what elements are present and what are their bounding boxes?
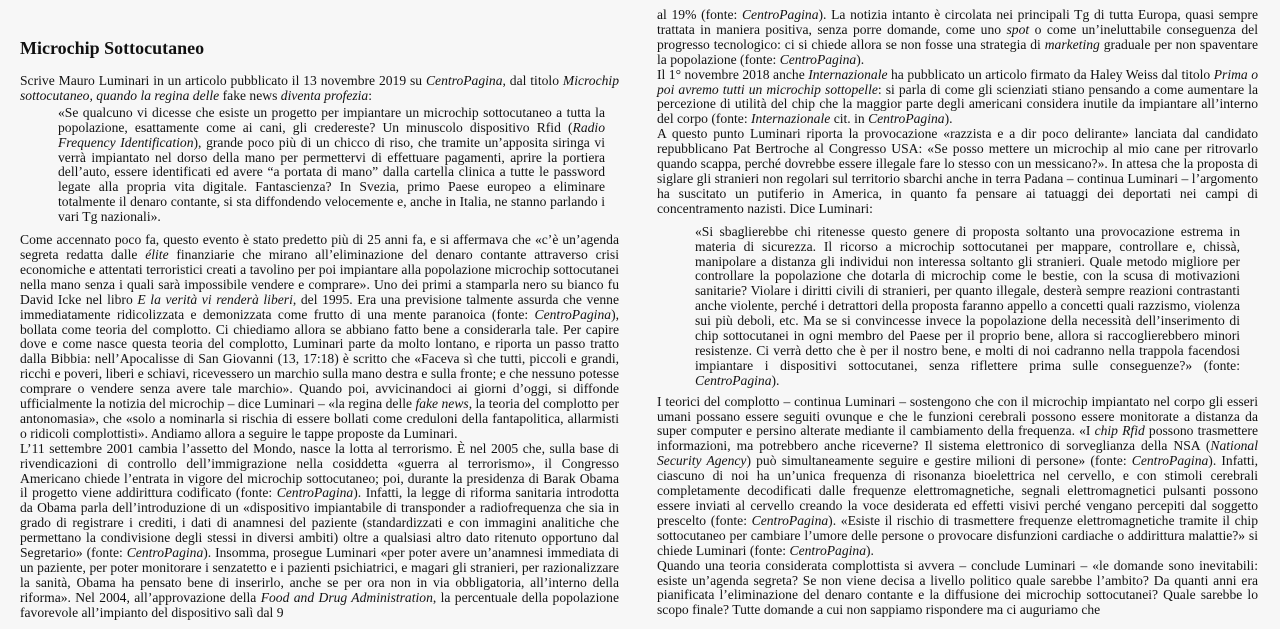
right-page xyxy=(657,8,1258,618)
block-quote: «Se qualcuno vi dicesse che esiste un progetto per impiantare un microchip sottocutaneo a tutta la popolazione, esattamente come ai cani, gli credereste? Un minuscolo dispositivo Rfid (Radio Frequency Identification), grande poco più di un chicco di riso, che tramite un’apposita siringa vi verrà impiantato nel dorso della mano per permettervi di effettuare pagamenti, aprire la portiera dell’auto, essere identificati ed avere “a portata di mano” dalla cartella clinica a tutte le password legate alla propria vita digitale. Fantascienza? In Svezia, primo Paese europeo a eliminare totalmente il denaro contante, si sta diffondendo velocemente e, anche in Italia, ne stanno parlando i vari Tg nazionali». xyxy=(58,104,605,225)
article-citation: Prima o poi avremo tutti un microchip sottopelle xyxy=(657,66,1258,97)
body-paragraph: Il 1° novembre 2018 anche Internazionale ha pubblicato un articolo firmato da Haley Weiss dal titolo Prima o poi avremo tutti un microchip sottopelle: si parla di come gli scienziati stiano pensando a come aumentare la percezione di utilità del chip che la maggior parte degli americani considera inutile da impiantare all’interno del corpo (fonte: Internazionale cit. in CentroPagina). xyxy=(657,66,1259,127)
book-title: E la verità vi renderà liberi xyxy=(137,291,293,307)
body-paragraph: I teorici del complotto – continua Luminari – sostengono che con il microchip impiantato nel corpo gli esseri umani possano essere seguiti ovunque e che le funzioni cerebrali possono essere monitorate a distanza da super computer e persino alterate mediante il cambiamento della frequenza. «I chip Rfid possono trasmettere informazioni, ma potrebbero anche riceverne? Il sistema elettronico di sorveglianza della NSA (National Security Agency) può simultaneamente seguire e gestire milioni di persone» (fonte: CentroPagina). Infatti, ciascuno di noi ha un’unica frequenza di risonanza bioelettrica nel cervello, e con stimoli cerebrali completamente decodificati dalle frequenze elettromagnetiche, segnali elettromagnetici pulsanti possono essere inviati al cervello creando la voce desiderata ed effetti visivi perché vengano percepiti dal soggetto prescelto (fonte: CentroPagina). «Esiste il rischio di trasmettere frequenze elettromagnetiche tramite il chip sottocutaneo per cambiare l’umore delle persone o provocare disfunzioni cardiache o addirittura malattie?» si chiede Luminari (fonte: CentroPagina). xyxy=(657,393,1258,558)
body-paragraph: al 19% (fonte: CentroPagina). La notizia intanto è circolata nei principali Tg di tutta Europa, quasi sempre trattata in maniera positiva, senza porre domande, come uno spot o come un’ineluttabile conseguenza del progresso tecnologico: ci si chiede allora se non fosse una strategia di marketing graduale per non spaventare la popolazione (fonte: CentroPagina). xyxy=(657,7,1258,67)
body-paragraph: Come accennato poco fa, questo evento è stato predetto più di 25 anni fa, e si affermava che «c’è un’agenda segreta redatta dalle élite finanziarie che mirano all’eliminazione del denaro contante attraverso crisi economiche e attentati terroristici creati a tavolino per poi impiantare alla popolazione microchip sottocutanei nella mano senza i quali sarà impossibile vendere e comprare». Uno dei primi a stamparla nero su bianco fu David Icke nel libro E la verità vi renderà liberi, del 1995. Era una previsione talmente assurda che venne immediatamente ridicolizzata e demonizzata come frutto di una mente paranoica (fonte: CentroPagina), bollata come teoria del complotto. Ci chiediamo allora se abbiano fatto bene a considerarla tale. Per capire dove e come nasce questa teoria del complotto, Luminari parte da molto lontano, e riporta un passo tratto dalla Bibbia: nell’Apocalisse di San Giovanni (13, 17:18) è scritto che «Faceva sì che tutti, piccoli e grandi, ricchi e poveri, liberi e schiavi, ricevessero un marchio sulla mano destra e sulla fronte; e che nessuno potesse comprare o vendere senza avere tale marchio». Quando poi, avvicinandoci ai giorni d’oggi, si diffonde ufficialmente la notizia del microchip – dice Luminari – «la regina delle fake news, la teoria del complotto per antonomasia», che «solo a nominarla si rischia di essere bollati come creduloni della fantapolitica, allarmisti o ridicoli complottisti». Andiamo allora a seguire le tappe proposte da Luminari. xyxy=(20,232,619,441)
article-title: Microchip Sottocutaneo xyxy=(20,38,205,58)
source-name: CentroPagina xyxy=(425,73,503,88)
block-quote: «Si sbaglierebbe chi ritenesse questo genere di proposta soltanto una provocazione estrema in materia di sicurezza. Il ricorso a microchip sottocutanei per mappare, controllare e, chissà, manipolare a distanza gli individui non interessa soltanto gli stranieri. Quale metodo migliore per controllare la popolazione che dotarla di microchip come le bestie, con la scusa di motivazioni sanitarie? Violare i diritti civili di stranieri, per quanto illegale, desterà sempre reazioni contrastanti anche violente, perché i detrattori della proposta faranno appello a concetti quali razzismo, violenza sui più deboli, etc. Ma se si convincesse invece la popolazione della necessità dell’inserimento di chip sottocutanei in ogni membro del Paese per il proprio bene, allora si raccoglierebbero minori resistenze. Ci verrà detto che è per il nostro bene, e molti di noi cadranno nella trappola facendosi impiantare i dispositivi sottocutanei, senza riflettere prima sulle conseguenze?» (fonte: CentroPagina). xyxy=(695,223,1240,388)
body-paragraph: A questo punto Luminari riporta la provocazione «razzista e a dir poco delirante» lanciata dal candidato repubblicano Pat Bertroche al Congresso USA: «Se posso mettere un microchip al mio cane per ritrovarlo quando scappa, perché dovrebbe essere illegale fare lo stesso con un messicano?». In attesa che la proposta di siglare gli stranieri non regolari sul territorio sbarchi anche in terra Padana – continua Luminari – l’argomento ha suscitato un putiferio in America, in quanto fa pensare ai tatuaggi dei deportati nei campi di concentramento nazisti. Dice Luminari: xyxy=(657,126,1258,216)
body-paragraph: L’11 settembre 2001 cambia l’assetto del Mondo, nasce la lotta al terrorismo. È nel 2005 che, sulla base di rivendicazioni di controllo dell’immigrazione nella cosiddetta «guerra al terrorismo», il Congresso Americano chiede l’entrata in vigore del microchip sottocutaneo; poi, durante la presidenza di Barak Obama il progetto viene addirittura codificato (fonte: CentroPagina). Infatti, la legge di riforma sanitaria introdotta da Obama parla dell’introduzione di un «dispositivo impiantabile di transponder a radiofrequenza che sia in grado di registrare i crediti, i dati di anamnesi del paziente (standardizzati e con immagini analitiche che permettano la condivisione degli stessi in diversi ambiti) oltre a qualsiasi altro dato ritenuto opportuno dal Segretario» (fonte: CentroPagina). Insomma, prosegue Luminari «per poter avere un’anamnesi immediata di un paziente, per poter monitorare i senzatetto e i pazienti psichiatrici, e magari gli stranieri, per razionalizzare la sanità, Obama ha pensato bene di inserirlo, anche se per ora non in via obbligatoria, all’interno della riforma». Nel 2004, all’approvazione della Food and Drug Administration, la percentuale della popolazione favorevole all’impianto del dispositivo salì dal 9 xyxy=(20,440,619,620)
body-paragraph: Quando una teoria considerata complottista si avvera – conclude Luminari – «le domande sono inevitabili: esiste un’agenda segreta? Se non viene decisa a livello politico quale sarebbe l’ambito? Da quanti anni era pianificata l’eliminazione del denaro contante e la diffusione dei microchip sottocutanei? Quale sarebbe lo scopo finale? Tutte domande a cui non sappiamo rispondere ma ci auguriamo che xyxy=(657,557,1258,618)
left-page xyxy=(20,0,619,621)
intro-paragraph: Scrive Mauro Luminari in un articolo pubblicato il 13 novembre 2019 su CentroPagina, dal titolo Microchip sottocutaneo, quando la regina delle fake news diventa profezia: xyxy=(20,73,619,103)
